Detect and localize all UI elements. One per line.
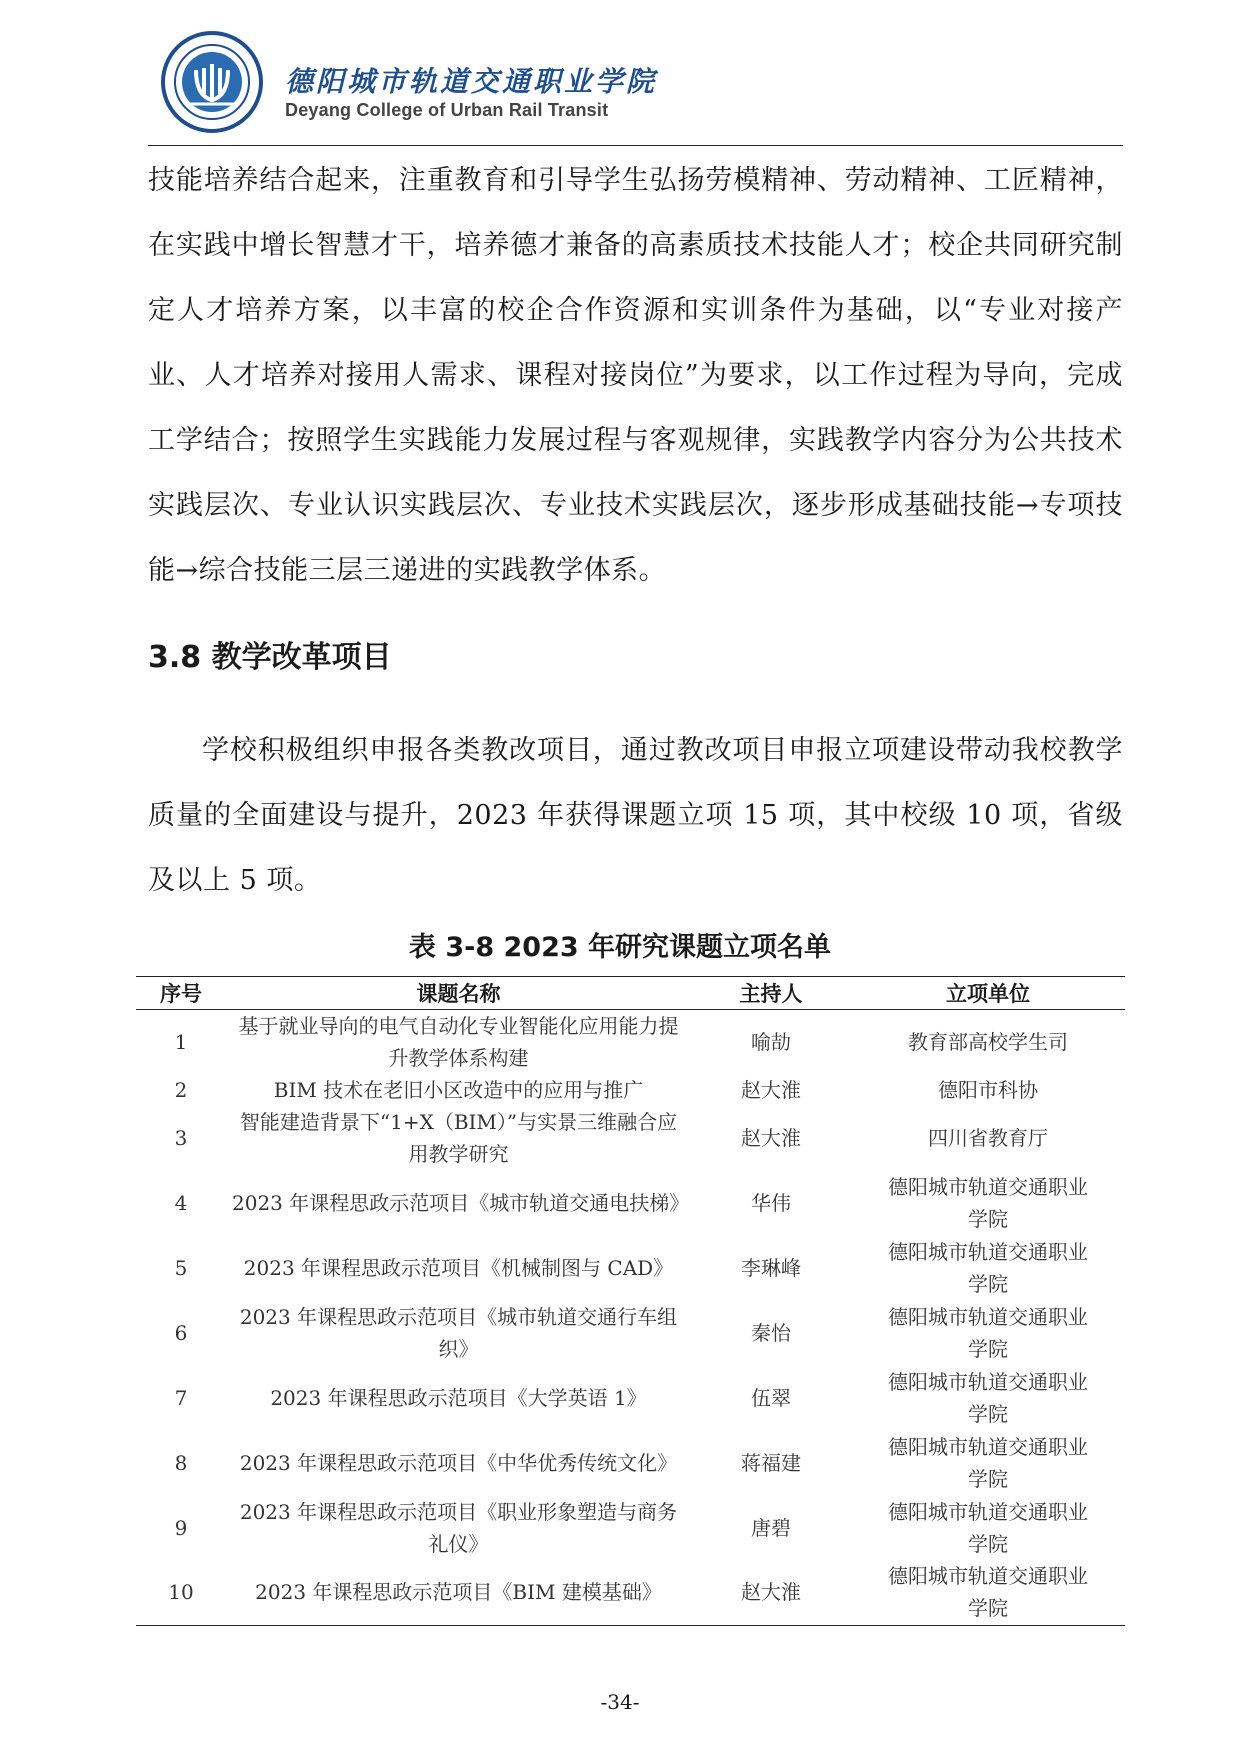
table-row: [136, 1010, 1125, 1075]
college-logo-icon: [160, 30, 264, 134]
table-caption: 表 3-8 2023 年研究课题立项名单: [408, 932, 832, 963]
row-no: 10: [136, 1560, 226, 1625]
row-host: 赵大淮: [741, 1126, 801, 1150]
table-row: [136, 1235, 1125, 1300]
row-title: 2023 年课程思政示范项目《职业形象塑造与商务礼仪》: [239, 1499, 678, 1556]
row-unit: 德阳市科协: [938, 1078, 1038, 1102]
row-no: 4: [174, 1190, 188, 1215]
row-host: 蒋福建: [741, 1450, 801, 1475]
row-no: 2: [174, 1078, 188, 1102]
row-host: 华伟: [751, 1190, 791, 1215]
row-title: 2023 年课程思政示范项目《城市轨道交通电扶梯》: [232, 1190, 690, 1215]
row-host: 赵大淮: [691, 1560, 851, 1625]
header-title: 课题名称: [226, 977, 691, 1010]
row-no: 3: [174, 1126, 188, 1150]
row-unit: 德阳城市轨道交通职业学院: [888, 1369, 1088, 1426]
table-header-row: [136, 977, 1125, 1010]
table-row: [136, 1560, 1125, 1625]
row-no: 5: [174, 1255, 188, 1280]
row-title: 2023 年课程思政示范项目《大学英语 1》: [270, 1385, 647, 1410]
row-unit: 四川省教育厅: [928, 1126, 1048, 1150]
table-row: [136, 1430, 1125, 1495]
row-title: BIM 技术在老旧小区改造中的应用与推广: [273, 1078, 644, 1102]
header-no: 序号: [136, 977, 226, 1010]
table-row: [136, 1495, 1125, 1560]
row-host: 喻劼: [751, 1030, 791, 1054]
row-no: 7: [174, 1385, 188, 1410]
row-host: 伍翠: [751, 1385, 791, 1410]
row-title: 智能建造背景下“1+X（BIM）”与实景三维融合应用教学研究: [239, 1110, 678, 1166]
projects-table: [136, 976, 1125, 1626]
college-name-english: Deyang College of Urban Rail Transit: [285, 100, 609, 120]
row-title: 2023 年课程思政示范项目《城市轨道交通行车组织》: [239, 1304, 678, 1361]
row-unit: 德阳城市轨道交通职业学院: [888, 1434, 1088, 1491]
header-unit: 立项单位: [851, 977, 1125, 1010]
row-title: 2023 年课程思政示范项目《机械制图与 CAD》: [243, 1255, 674, 1280]
header-divider: [148, 145, 1123, 146]
row-title: 2023 年课程思政示范项目《BIM 建模基础》: [226, 1560, 691, 1625]
row-no: 8: [174, 1450, 188, 1475]
row-unit: 教育部高校学生司: [908, 1030, 1068, 1054]
page-number: -34-: [600, 1690, 640, 1714]
body-paragraph-2: 学校积极组织申报各类教改项目，通过教改项目申报立项建设带动我校教学质量的全面建设与提升，2023 年获得课题立项 15 项，其中校级 10 项，省级及以上 5 项。: [148, 735, 1123, 896]
table-row: [136, 1170, 1125, 1235]
row-title: 2023 年课程思政示范项目《中华优秀传统文化》: [239, 1450, 678, 1475]
table-row: [136, 1106, 1125, 1170]
row-unit: 德阳城市轨道交通职业学院: [888, 1499, 1088, 1556]
row-unit: 德阳城市轨道交通职业学院: [888, 1174, 1088, 1231]
row-host: 李琳峰: [741, 1255, 801, 1280]
row-no: 6: [174, 1320, 188, 1345]
row-host: 唐碧: [751, 1515, 791, 1540]
section-heading: 3.8 教学改革项目: [148, 640, 392, 675]
row-no: 9: [174, 1515, 188, 1540]
college-name-chinese: 德阳城市轨道交通职业学院: [285, 65, 658, 98]
row-no: 1: [174, 1030, 188, 1054]
table-row: [136, 1365, 1125, 1430]
header-host: 主持人: [691, 977, 851, 1010]
row-title: 基于就业导向的电气自动化专业智能化应用能力提升教学体系构建: [238, 1014, 679, 1070]
body-paragraph-1: 技能培养结合起来，注重教育和引导学生弘扬劳模精神、劳动精神、工匠精神，在实践中增长智慧才干，培养德才兼备的高素质技术技能人才；校企共同研究制定人才培养方案，以丰富的校企合作资源和实训条件为基础，以“专业对接产业、人才培养对接用人需求、课程对接岗位”为要求，以工作过程为导向，完成工学结合；按照学生实践能力发展过程与客观规律，实践教学内容分为公共技术实践层次、专业认识实践层次、专业技术实践层次，逐步形成基础技能→专项技能→综合技能三层三递进的实践教学体系。: [148, 165, 1123, 586]
row-unit: 德阳城市轨道交通职业学院: [888, 1239, 1088, 1296]
row-host: 赵大淮: [741, 1078, 801, 1102]
row-unit: 德阳城市轨道交通职业学院: [888, 1304, 1088, 1361]
table-row: [136, 1074, 1125, 1106]
table-row: [136, 1300, 1125, 1365]
page-header: [160, 30, 1120, 145]
row-unit: 德阳城市轨道交通职业学院: [888, 1564, 1088, 1621]
row-host: 秦怡: [751, 1320, 791, 1345]
